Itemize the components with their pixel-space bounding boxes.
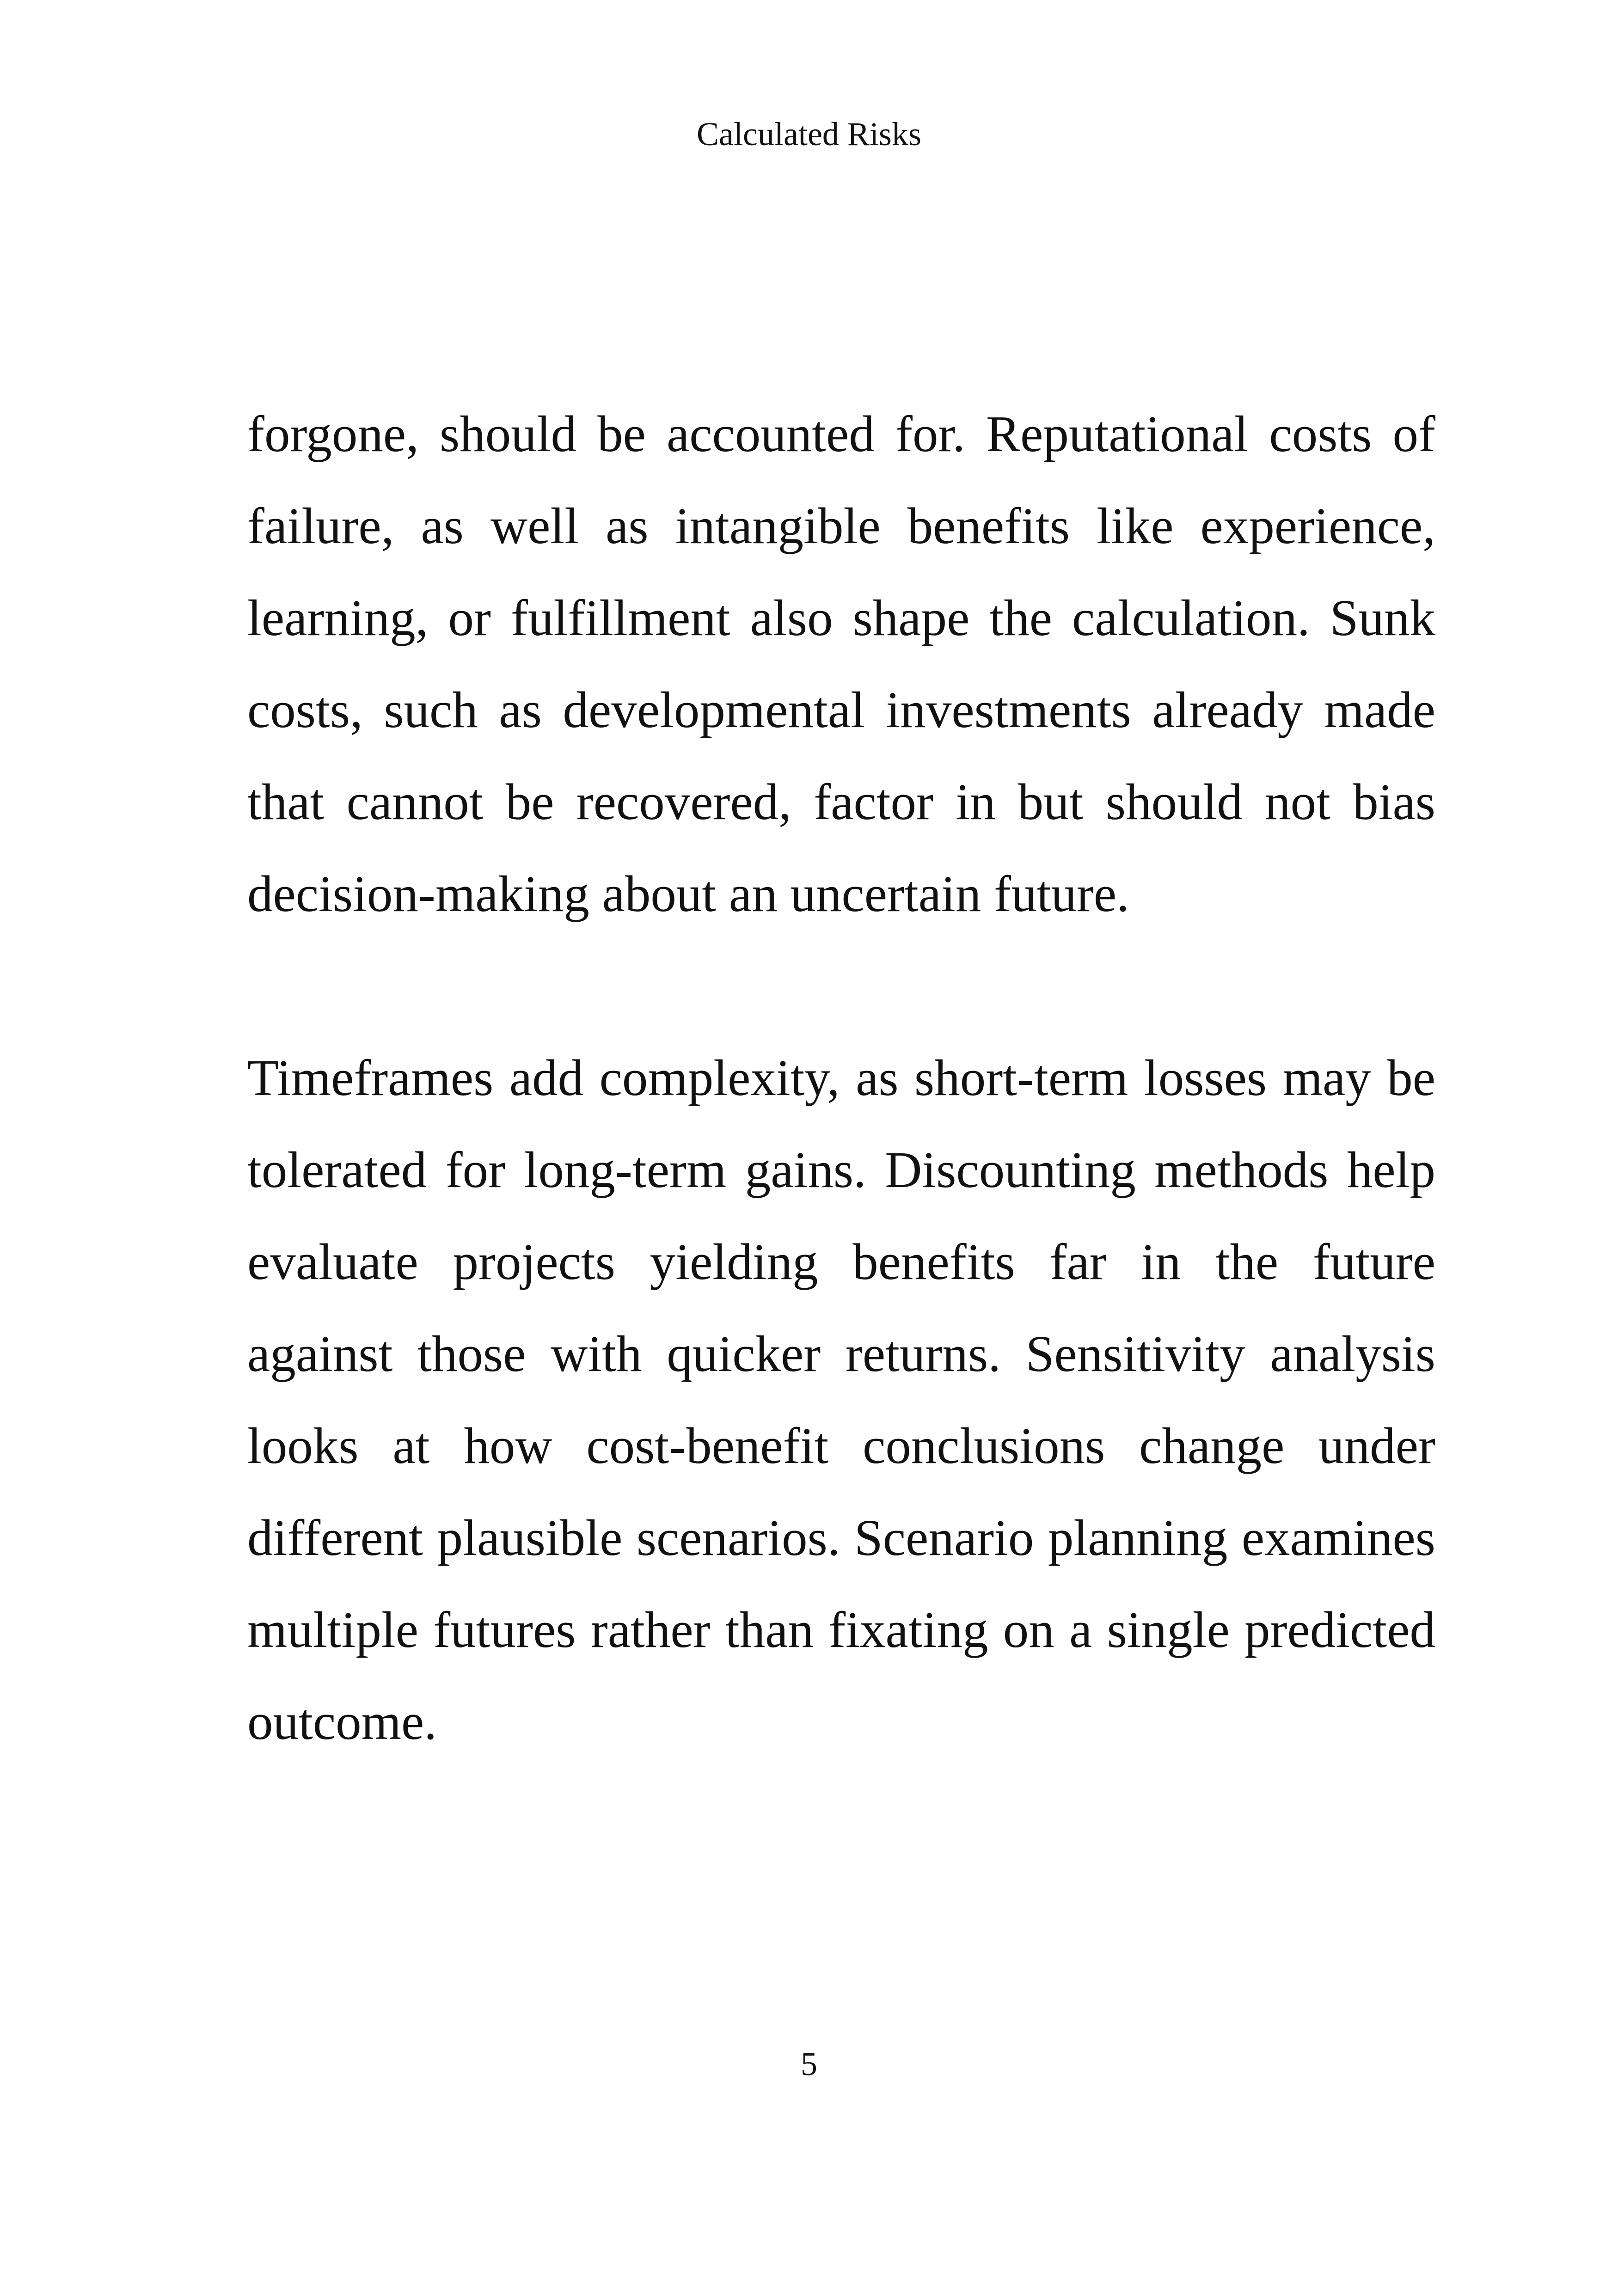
body-text [247,388,1435,1768]
paragraph: forgone, should be accounted for. Reputational costs of failure, as well as intangible benefits like experience, learning, or fulfillment also shape the calculation. Sunk costs, such as developmental investments already made that cannot be recovered, factor in but should not bias decision-making about an uncertain future. [247,406,1435,923]
paragraph: Timeframes add complexity, as short-term losses may be tolerated for long-term gains. Discounting methods help evaluate projects yielding benefits far in the future against those with quicker returns. Sensitivity analysis looks at how cost-benefit conclusions change under different plausible scenarios. Scenario planning examines multiple futures rather than fixating on a single predicted outcome. [247,1050,1435,1751]
page-number: 5 [801,2045,817,2082]
running-header-title: Calculated Risks [697,116,921,153]
